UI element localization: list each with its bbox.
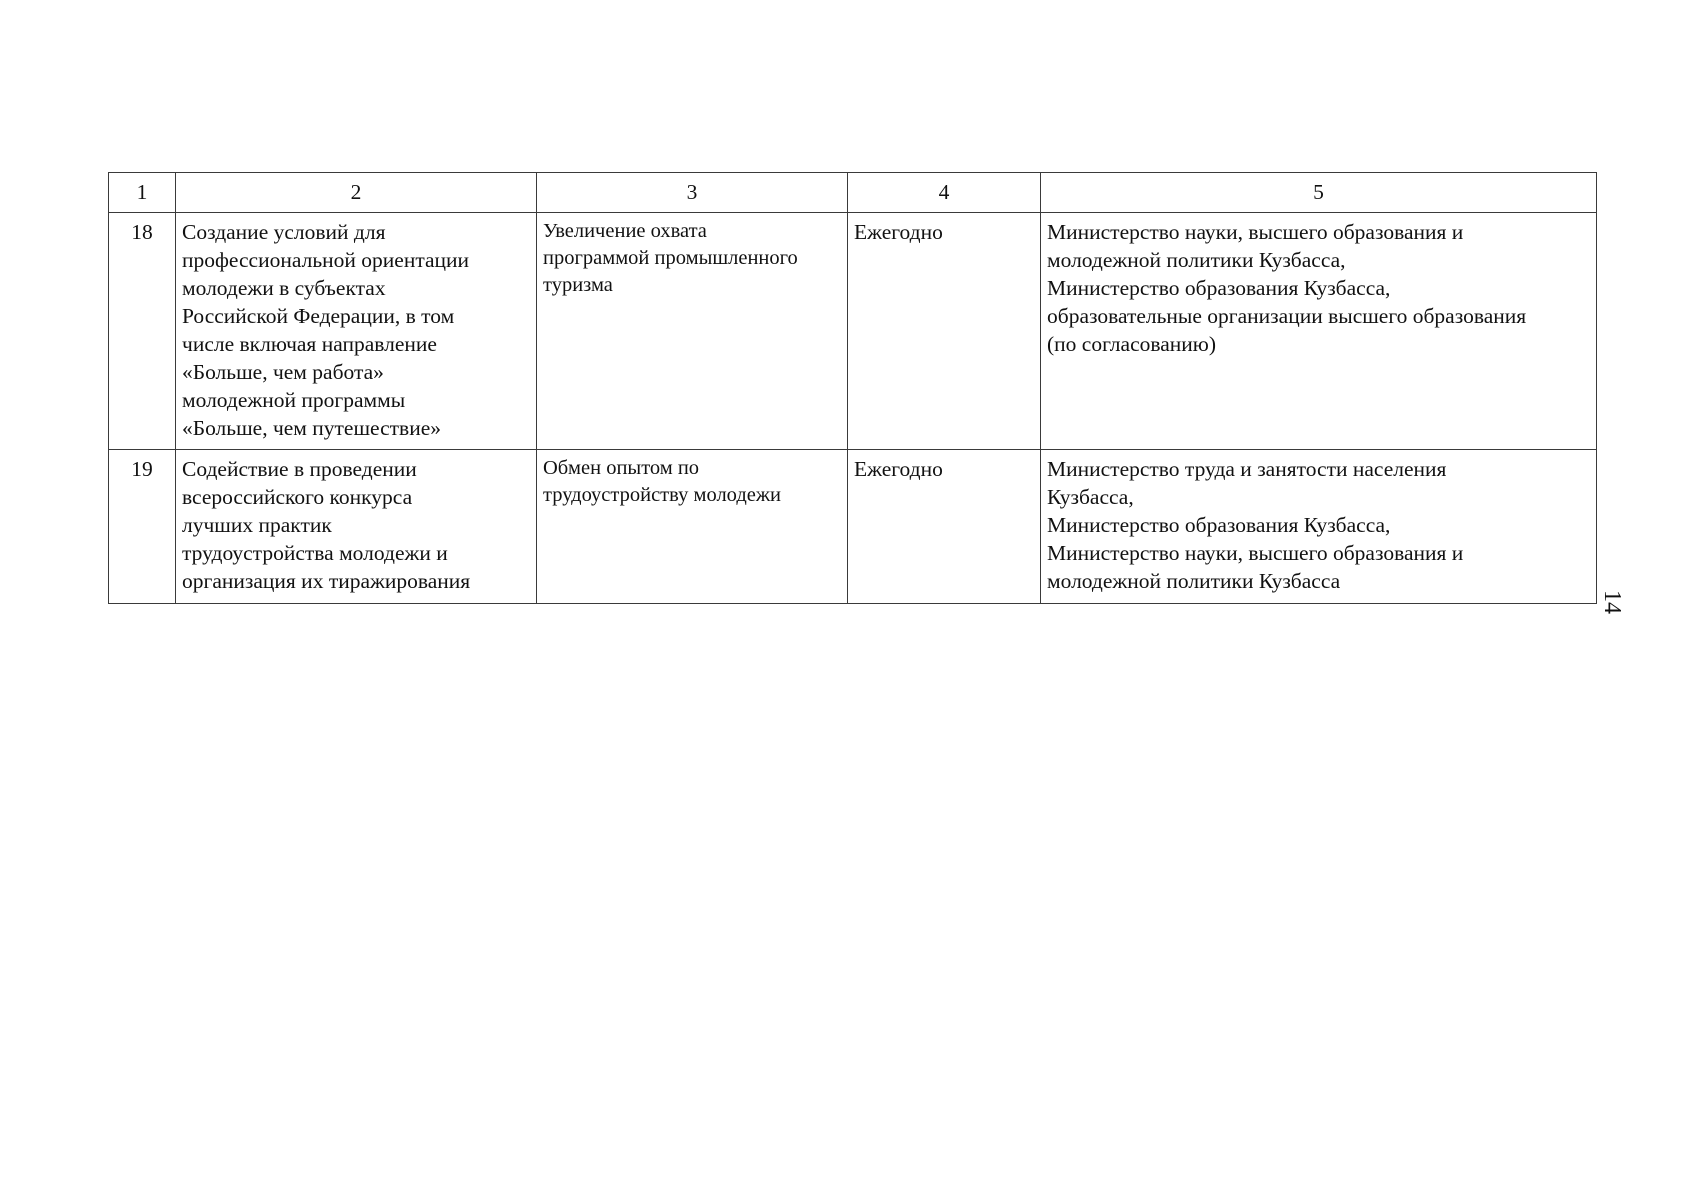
- executor-line: образовательные организации высшего образования: [1047, 304, 1527, 328]
- executor-line: Министерство науки, высшего образования и: [1047, 220, 1464, 244]
- activity-cell: [176, 450, 537, 604]
- table-row: [109, 213, 1597, 450]
- activity-line: молодежной программы: [182, 388, 406, 412]
- executor-line: молодежной политики Кузбасса: [1047, 569, 1341, 593]
- activity-line: Российской Федерации, в том: [182, 304, 455, 328]
- activity-line: профессиональной ориентации: [182, 248, 470, 272]
- activity-line: организация их тиражирования: [182, 569, 471, 593]
- table-header-row: [109, 173, 1597, 213]
- activity-line: «Больше, чем путешествие»: [182, 416, 441, 440]
- term-cell: Ежегодно: [848, 213, 1041, 450]
- executor-line: Кузбасса,: [1047, 485, 1134, 509]
- table-row: [109, 450, 1597, 604]
- activity-line: числе включая направление: [182, 332, 437, 356]
- executor-line: Министерство труда и занятости населения: [1047, 457, 1447, 481]
- activity-line: Содействие в проведении: [182, 457, 417, 481]
- result-line: программой промышленного: [543, 247, 798, 269]
- column-number-5: 5: [1041, 173, 1597, 213]
- executors-cell: [1041, 213, 1597, 450]
- result-line: Обмен опытом по: [543, 457, 700, 479]
- column-number-1: 1: [109, 173, 176, 213]
- column-number-4: 4: [848, 173, 1041, 213]
- result-line: Увеличение охвата: [543, 220, 707, 242]
- page-number: 14: [1599, 590, 1625, 614]
- plan-table: [108, 172, 1597, 604]
- column-number-2: 2: [176, 173, 537, 213]
- activity-line: Создание условий для: [182, 220, 386, 244]
- executor-line: (по согласованию): [1047, 332, 1217, 356]
- row-number: 19: [109, 450, 176, 604]
- executors-cell: [1041, 450, 1597, 604]
- column-number-3: 3: [537, 173, 848, 213]
- executor-line: Министерство образования Кузбасса,: [1047, 513, 1391, 537]
- executor-line: Министерство образования Кузбасса,: [1047, 276, 1391, 300]
- activity-line: «Больше, чем работа»: [182, 360, 384, 384]
- result-line: туризма: [543, 274, 613, 296]
- activity-cell: [176, 213, 537, 450]
- activity-line: молодежи в субъектах: [182, 276, 386, 300]
- result-cell: [537, 450, 848, 604]
- result-line: трудоустройству молодежи: [543, 484, 781, 506]
- executor-line: молодежной политики Кузбасса,: [1047, 248, 1346, 272]
- activity-line: всероссийского конкурса: [182, 485, 413, 509]
- executor-line: Министерство науки, высшего образования и: [1047, 541, 1464, 565]
- result-cell: [537, 213, 848, 450]
- activity-line: трудоустройства молодежи и: [182, 541, 448, 565]
- row-number: 18: [109, 213, 176, 450]
- term-cell: Ежегодно: [848, 450, 1041, 604]
- activity-line: лучших практик: [182, 513, 332, 537]
